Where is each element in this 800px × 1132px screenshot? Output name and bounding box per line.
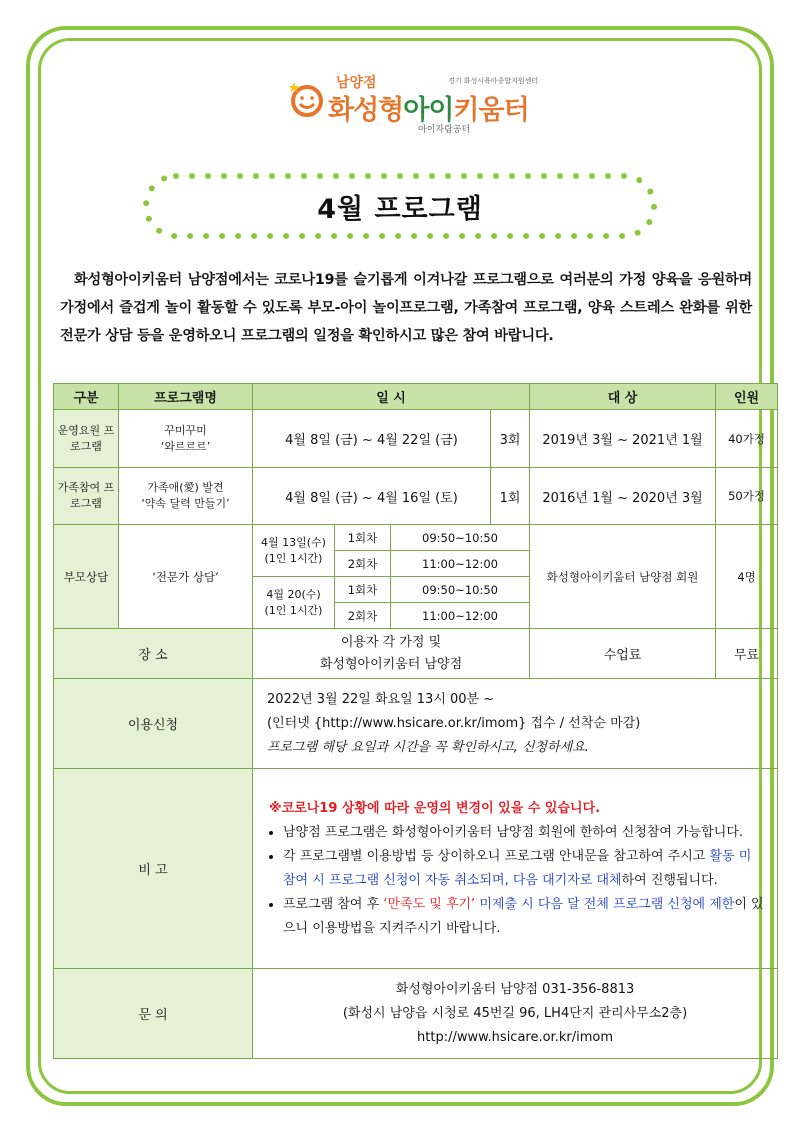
row-date: 4월 8일 (금) ~ 4월 22일 (금) [253, 410, 491, 468]
counsel-capacity: 4명 [716, 525, 778, 629]
counsel-day2: 4월 20(수) (1인 1시간) [253, 577, 335, 629]
row-category: 운영요원 프로그램 [54, 410, 119, 468]
counsel-row [54, 525, 778, 551]
apply-row [54, 679, 778, 769]
inquiry-link[interactable]: http://www.hsicare.or.kr/imom [417, 1029, 613, 1045]
logo-name: 화성형아이키움터 [328, 95, 529, 126]
place-label: 장 소 [54, 629, 253, 679]
session-time: 09:50~10:50 [391, 577, 530, 603]
fee-label: 수업료 [530, 629, 716, 679]
session-time: 09:50~10:50 [391, 525, 530, 551]
note-value [253, 769, 778, 969]
row-program: 꾸미꾸미 ‘와르르르’ [119, 410, 253, 468]
inquiry-row [54, 969, 778, 1059]
session-no: 1회차 [335, 525, 391, 551]
inquiry-label: 문 의 [54, 969, 253, 1059]
note-item: • 프로그램 참여 후 ‘만족도 및 후기’ 미제출 시 다음 달 전체 프로그램 신청에 제한이 있으니 이용방법을 지켜주시기 바랍니다. [283, 893, 765, 941]
logo [288, 70, 538, 134]
counsel-category: 부모상담 [54, 525, 119, 629]
counsel-program: ‘전문가 상담’ [119, 525, 253, 629]
note-row [54, 769, 778, 969]
note-label: 비 고 [54, 769, 253, 969]
row-category: 가족참여 프로그램 [54, 468, 119, 525]
title-box [140, 170, 660, 242]
row-capacity: 40가정 [716, 410, 778, 468]
header-schedule: 일 시 [253, 384, 530, 410]
session-no: 2회차 [335, 551, 391, 577]
row-target: 2019년 3월 ~ 2021년 1월 [530, 410, 716, 468]
place-value: 이용자 각 가정 및 화성형아이키움터 남양점 [253, 629, 530, 679]
program-table [53, 383, 778, 1059]
session-time: 11:00~12:00 [391, 551, 530, 577]
note-item: • 각 프로그램별 이용방법 등 상이하오니 프로그램 안내문을 참고하여 주시고 활동 미 참여 시 프로그램 신청이 자동 취소되며, 다음 대기자로 대체하여 진행됩니다. [283, 845, 765, 893]
intro-paragraph: 화성형아이키움터 남양점에서는 코로나19를 슬기롭게 이겨나갈 프로그램으로 여러분의 가정 양육을 응원하며 가정에서 즐겁게 놀이 활동할 수 있도록 부모-아이 놀이프로그램, 가족참여 프로그램, 양육 스트레스 완화를 위한 전문가 상담 등을 운영하오니 프로그램의 일정을 확인하시고 많은 참여 바랍니다. [60, 272, 752, 344]
note-warning: ※코로나19 상황에 따라 운영의 변경이 있을 수 있습니다. [269, 800, 601, 816]
counsel-day1: 4월 13일(수) (1인 1시간) [253, 525, 335, 577]
header-program: 프로그램명 [119, 384, 253, 410]
logo-branch: 남양점 [336, 75, 377, 91]
header-target: 대 상 [530, 384, 716, 410]
logo-org: 경기 화성시육아종합지원센터 [448, 77, 539, 85]
counsel-target: 화성형아이키움터 남양점 회원 [530, 525, 716, 629]
session-time: 11:00~12:00 [391, 603, 530, 629]
smiley-icon [288, 80, 326, 118]
note-list [265, 821, 765, 941]
inquiry-value: 화성형아이키움터 남양점 031-356-8813 (화성시 남양읍 시청로 45번길 96, LH4단지 관리사무소2층) http://www.hsicare.or.kr/imom [253, 969, 778, 1059]
note-item: • 남양점 프로그램은 화성형아이키움터 남양점 회원에 한하여 신청참여 가능합니다. [283, 821, 765, 845]
row-count: 1회 [491, 468, 530, 525]
row-date: 4월 8일 (금) ~ 4월 16일 (토) [253, 468, 491, 525]
table-header-row [54, 384, 778, 410]
row-target: 2016년 1월 ~ 2020년 3월 [530, 468, 716, 525]
row-count: 3회 [491, 410, 530, 468]
session-no: 2회차 [335, 603, 391, 629]
page-title: 4월 프로그램 [317, 194, 483, 225]
table-row [54, 468, 778, 525]
apply-label: 이용신청 [54, 679, 253, 769]
header-capacity: 인원 [716, 384, 778, 410]
row-program: 가족애(愛) 발견 ‘약속 달력 만들기’ [119, 468, 253, 525]
logo-subtitle: 아이자람공터 [418, 125, 471, 135]
fee-value: 무료 [716, 629, 778, 679]
table-row [54, 410, 778, 468]
apply-value: 2022년 3월 22일 화요일 13시 00분 ~ (인터넷 {http://www.hsicare.or.kr/imom} 접수 / 선착순 마감) 프로그램 해당 요일과 시간을 꼭 확인하시고, 신청하세요. [253, 679, 778, 769]
header-category: 구분 [54, 384, 119, 410]
session-no: 1회차 [335, 577, 391, 603]
row-capacity: 50가정 [716, 468, 778, 525]
place-row [54, 629, 778, 679]
